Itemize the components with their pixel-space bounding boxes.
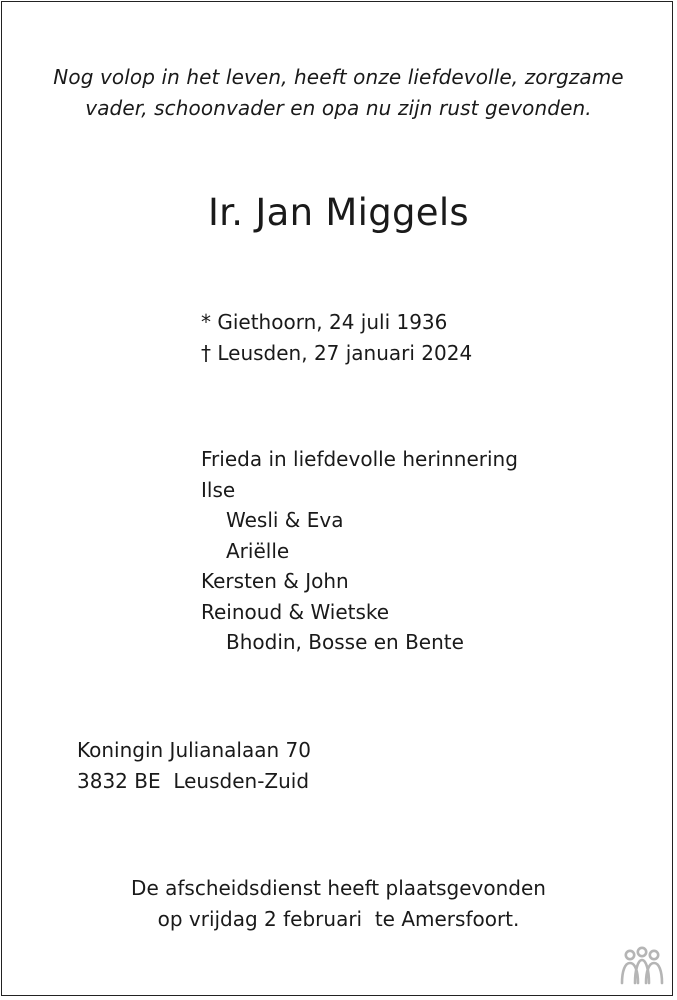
service-line-1: De afscheidsdienst heeft plaatsgevonden [131, 876, 546, 900]
deceased-name: Ir. Jan Miggels [207, 191, 470, 234]
life-dates [201, 307, 472, 369]
family-list [201, 444, 518, 658]
people-group-icon [618, 946, 666, 986]
intro-line-1: Nog volop in het leven, heeft onze liefdevolle, zorgzame [53, 65, 624, 89]
family-member: Ariëlle [226, 538, 290, 563]
family-member: Reinoud & Wietske [201, 599, 390, 624]
logo-head-center [638, 948, 646, 956]
family-member: Bhodin, Bosse en Bente [226, 630, 464, 654]
service-info [0, 873, 677, 935]
service-line-2: op vrijdag 2 februari te Amersfoort. [157, 907, 520, 931]
logo-head-right [650, 951, 658, 959]
birth-line: * Giethoorn, 24 juli 1936 [201, 310, 448, 334]
family-member: Ilse [201, 477, 236, 502]
address-block [77, 735, 311, 797]
logo-head-left [626, 951, 634, 959]
intro-text [0, 62, 677, 124]
intro-line-2: vader, schoonvader en opa nu zijn rust gevonden. [85, 96, 592, 120]
address-street: Koningin Julianalaan 70 [77, 738, 311, 762]
death-line: † Leusden, 27 januari 2024 [201, 341, 473, 365]
family-member: Wesli & Eva [226, 508, 344, 532]
family-member: Kersten & John [201, 569, 349, 593]
family-member: Frieda in liefdevolle herinnering [201, 447, 518, 471]
address-postal-city: 3832 BE Leusden-Zuid [77, 769, 310, 793]
